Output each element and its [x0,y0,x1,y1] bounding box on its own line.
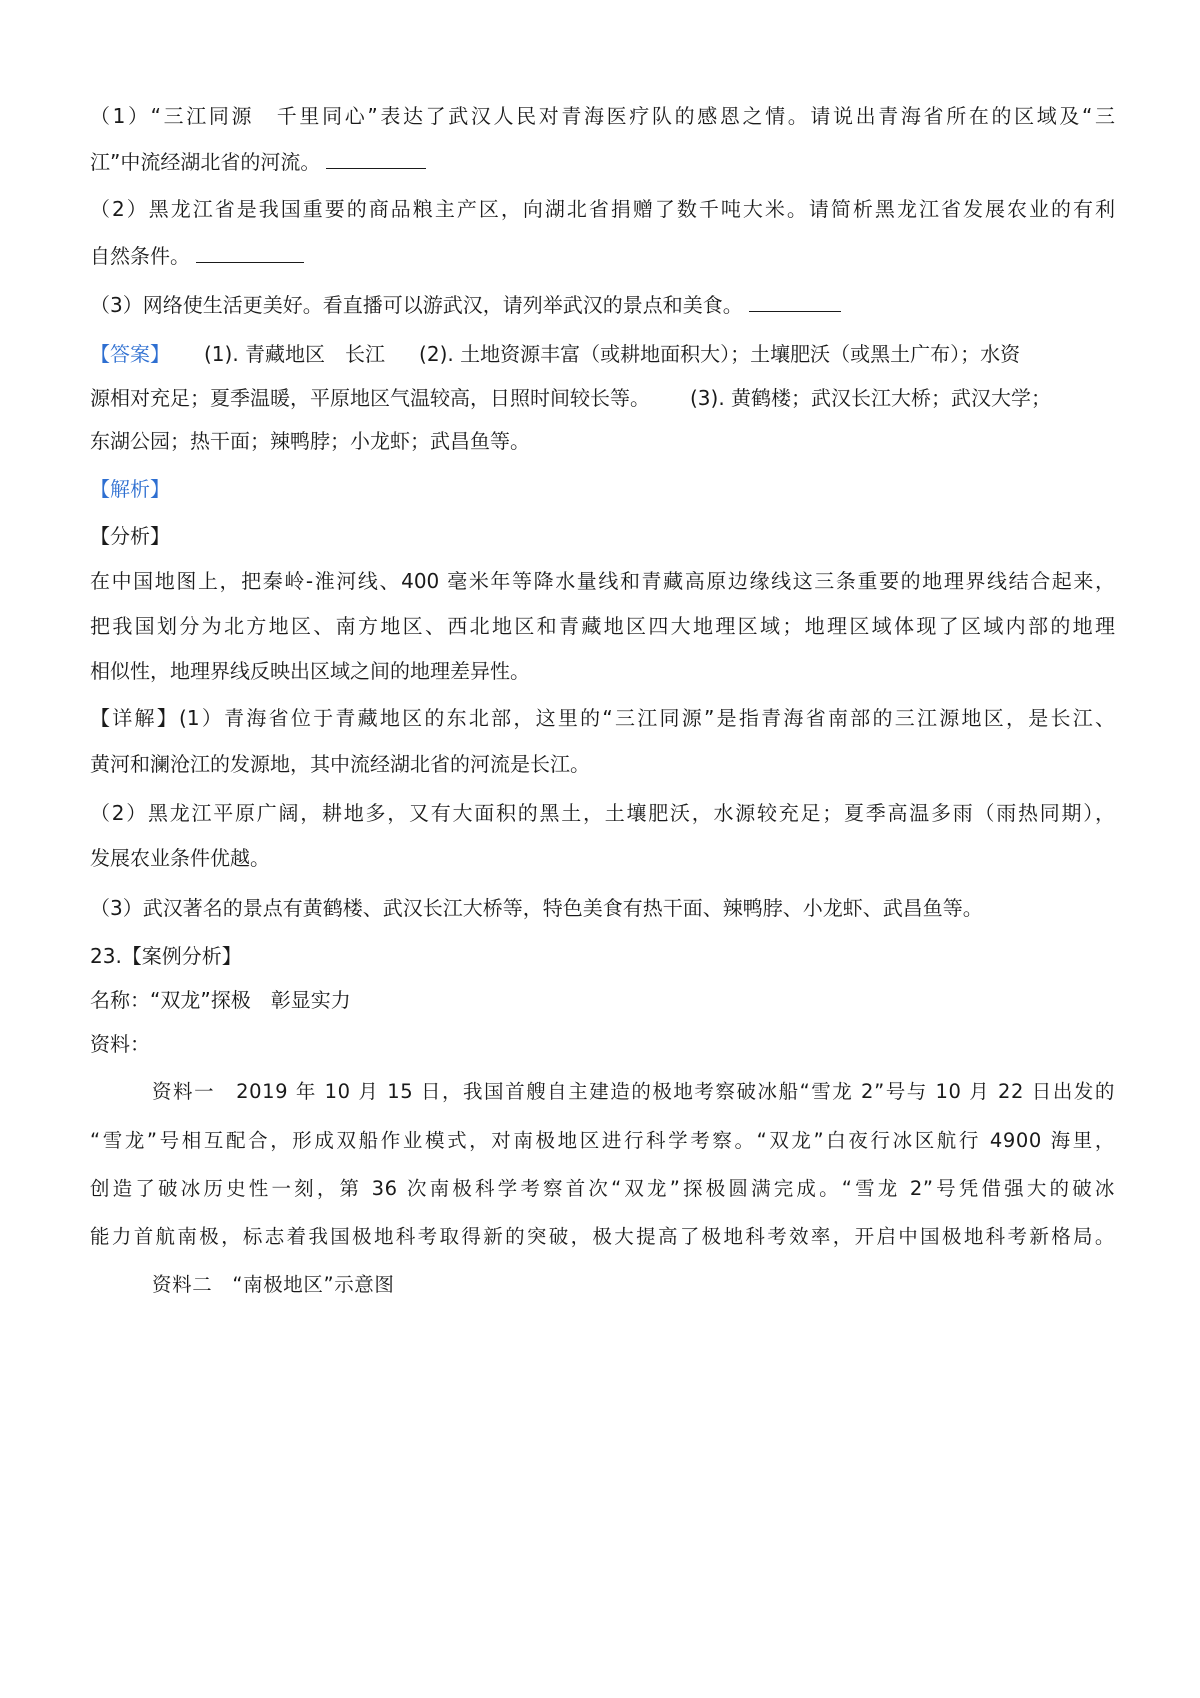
q2-line-2-text: 自然条件。 [90,244,190,268]
answer-part3-head: 黄鹤楼；武汉长江大桥；武汉大学； [731,386,1052,410]
q1-line-1: （1）“三江同源 千里同心”表达了武汉人民对青海医疗队的感恩之情。请说出青海省所在的区域及“三 [90,104,1115,128]
material-1-line-3: 创造了破冰历史性一刻，第 36 次南极科学考察首次“双龙”探极圆满完成。“雪龙 2”号凭借强大的破冰 [90,1177,1115,1200]
answer-part3-num: (3). [690,386,725,410]
analysis-tag: 【解析】 [90,477,170,501]
q23-name: 名称：“双龙”探极 彰显实力 [90,988,351,1012]
answer-part1: 青藏地区 长江 [245,342,386,366]
answer-line-1 [90,339,1115,369]
q2-line-2 [90,240,1115,271]
detail-line-5: （3）武汉著名的景点有黄鹤楼、武汉长江大桥等，特色美食有热干面、辣鸭脖、小龙虾、武昌鱼等。 [90,896,983,920]
detail-line-3: （2）黑龙江平原广阔，耕地多，又有大面积的黑土，土壤肥沃，水源较充足；夏季高温多雨（雨热同期）， [90,801,1115,825]
q1-line-2-text: 江”中流经湖北省的河流。 [90,150,321,174]
analysis-sub-tag: 【分析】 [90,524,170,548]
q2-line-1: （2）黑龙江省是我国重要的商品粮主产区，向湖北省捐赠了数千吨大米。请简析黑龙江省发展农业的有利 [90,197,1115,221]
detail-line-2: 黄河和澜沧江的发源地，其中流经湖北省的河流是长江。 [90,752,590,776]
answer-line-3: 东湖公园；热干面；辣鸭脖；小龙虾；武昌鱼等。 [90,429,530,453]
answer-part2-num: (2). [419,342,454,366]
detail-line-1-text: (1）青海省位于青藏地区的东北部，这里的“三江同源”是指青海省南部的三江源地区，是长江、 [179,706,1115,730]
material-2-line: 资料二 “南极地区”示意图 [152,1273,395,1296]
q3-line-1 [90,289,1115,320]
analysis-line-3: 相似性，地理界线反映出区域之间的地理差异性。 [90,659,530,683]
answer-part2-cont: 源相对充足；夏季温暖，平原地区气温较高，日照时间较长等。 [90,386,650,410]
q3-line-1-text: （3）网络使生活更美好。看直播可以游武汉，请列举武汉的景点和美食。 [90,293,743,317]
q2-answer-blank[interactable] [196,240,304,263]
material-1-line-2: “雪龙”号相互配合，形成双船作业模式，对南极地区进行科学考察。“双龙”白夜行冰区航行 4900 海里， [90,1129,1115,1152]
detail-line-4: 发展农业条件优越。 [90,846,270,870]
answer-part1-num: (1). [204,342,239,366]
answer-line-2 [90,383,1115,413]
material-1-line-4: 能力首航南极，标志着我国极地科考取得新的突破，极大提高了极地科考效率，开启中国极地科考新格局。 [90,1225,1115,1248]
detail-line-1 [90,703,1115,733]
material-1-line-1: 资料一 2019 年 10 月 15 日，我国首艘自主建造的极地考察破冰船“雪龙 2”号与 10 月 22 日出发的 [152,1080,1115,1103]
q1-answer-blank[interactable] [326,146,426,169]
analysis-line-2: 把我国划分为北方地区、南方地区、西北地区和青藏地区四大地理区域；地理区域体现了区域内部的地理 [90,614,1115,638]
q23-heading: 23.【案例分析】 [90,944,242,968]
detail-tag: 【详解】 [90,706,180,730]
answer-tag: 【答案】 [90,342,170,366]
q1-line-2 [90,146,1115,177]
analysis-line-1: 在中国地图上，把秦岭-淮河线、400 毫米年等降水量线和青藏高原边缘线这三条重要的地理界线结合起来， [90,569,1115,593]
q23-materials-label: 资料： [90,1032,150,1056]
answer-part2-head: 土地资源丰富（或耕地面积大）；土壤肥沃（或黑土广布）；水资 [460,342,1021,366]
q3-answer-blank[interactable] [749,289,841,312]
